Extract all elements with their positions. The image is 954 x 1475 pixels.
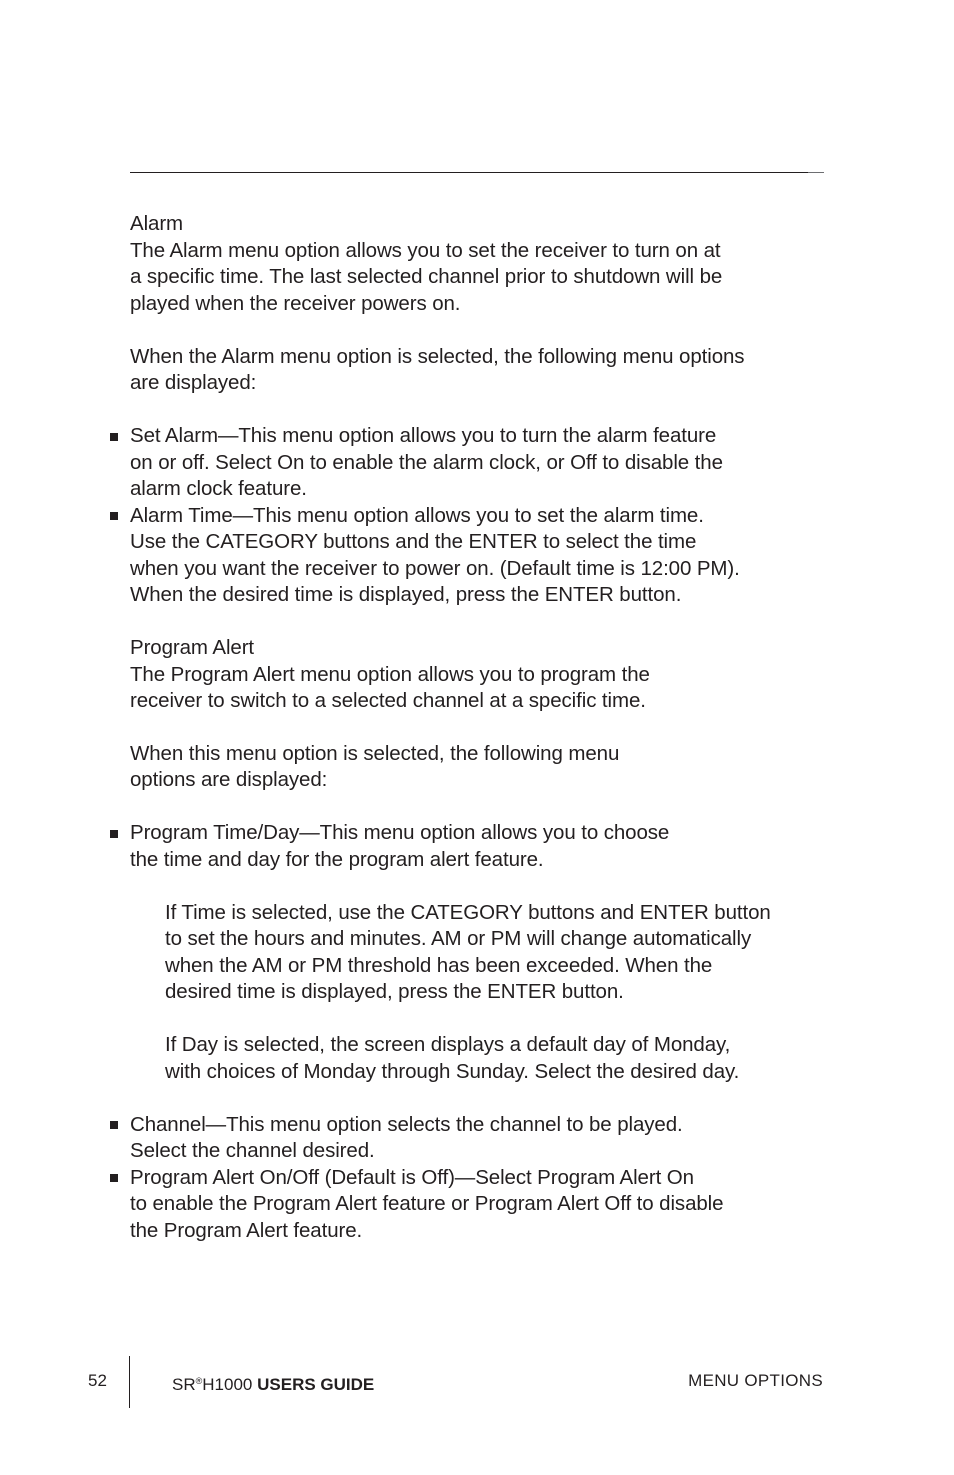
footer-section-label: MENU OPTIONS	[688, 1371, 823, 1390]
channel-line-2: Select the channel desired.	[130, 1139, 375, 1162]
header-rule	[130, 172, 808, 173]
program-alert-heading: Program Alert	[130, 636, 255, 659]
program-alert-lead-line-1: When this menu option is selected, the following menu	[130, 742, 620, 765]
set-alarm-line-2: on or off. Select On to enable the alarm clock, or Off to disable the	[130, 451, 723, 474]
bullet-icon	[110, 433, 118, 441]
footer-divider	[129, 1356, 130, 1408]
program-time-day-line-1: Program Time/Day—This menu option allows you to choose	[130, 821, 670, 844]
alarm-time-line-2: Use the CATEGORY buttons and the ENTER to select the time	[130, 530, 697, 553]
footer-product-title	[172, 1371, 374, 1395]
day-selected-line-1: If Day is selected, the screen displays a default day of Monday,	[165, 1033, 731, 1056]
day-selected-line-2: with choices of Monday through Sunday. Select the desired day.	[165, 1060, 740, 1083]
set-alarm-line-1: Set Alarm—This menu option allows you to turn the alarm feature	[130, 424, 717, 447]
alarm-intro-line-3: played when the receiver powers on.	[130, 292, 461, 315]
bullet-icon	[110, 512, 118, 520]
alarm-time-line-1: Alarm Time—This menu option allows you to set the alarm time.	[130, 504, 704, 527]
header-rule-extension	[808, 172, 824, 173]
bullet-icon	[110, 830, 118, 838]
registered-mark: ®	[195, 1376, 203, 1386]
alarm-lead-line-1: When the Alarm menu option is selected, the following menu options	[130, 345, 745, 368]
alarm-heading: Alarm	[130, 212, 184, 235]
alarm-time-line-3: when you want the receiver to power on. (Default time is 12:00 PM).	[130, 557, 740, 580]
time-selected-line-2: to set the hours and minutes. AM or PM will change automatically	[165, 927, 752, 950]
alarm-time-line-4: When the desired time is displayed, press the ENTER button.	[130, 583, 682, 606]
product-model: H1000	[202, 1375, 253, 1394]
program-alert-onoff-line-2: to enable the Program Alert feature or Program Alert Off to disable	[130, 1192, 724, 1215]
set-alarm-line-3: alarm clock feature.	[130, 477, 307, 500]
program-alert-onoff-line-3: the Program Alert feature.	[130, 1219, 363, 1242]
product-prefix: SR	[172, 1375, 196, 1394]
bullet-icon	[110, 1121, 118, 1129]
time-selected-line-1: If Time is selected, use the CATEGORY buttons and ENTER button	[165, 901, 771, 924]
page-number: 52	[88, 1371, 107, 1390]
alarm-intro-line-1: The Alarm menu option allows you to set the receiver to turn on at	[130, 239, 721, 262]
program-alert-intro-line-2: receiver to switch to a selected channel at a specific time.	[130, 689, 646, 712]
alarm-lead-line-2: are displayed:	[130, 371, 257, 394]
program-alert-lead-line-2: options are displayed:	[130, 768, 328, 791]
alarm-intro-line-2: a specific time. The last selected channel prior to shutdown will be	[130, 265, 723, 288]
program-alert-intro-line-1: The Program Alert menu option allows you to program the	[130, 663, 650, 686]
program-alert-onoff-line-1: Program Alert On/Off (Default is Off)—Select Program Alert On	[130, 1166, 694, 1189]
program-time-day-line-2: the time and day for the program alert feature.	[130, 848, 544, 871]
time-selected-line-3: when the AM or PM threshold has been exceeded. When the	[165, 954, 713, 977]
time-selected-line-4: desired time is displayed, press the ENTER button.	[165, 980, 624, 1003]
bullet-icon	[110, 1174, 118, 1182]
channel-line-1: Channel—This menu option selects the channel to be played.	[130, 1113, 683, 1136]
guide-label: USERS GUIDE	[257, 1375, 375, 1394]
